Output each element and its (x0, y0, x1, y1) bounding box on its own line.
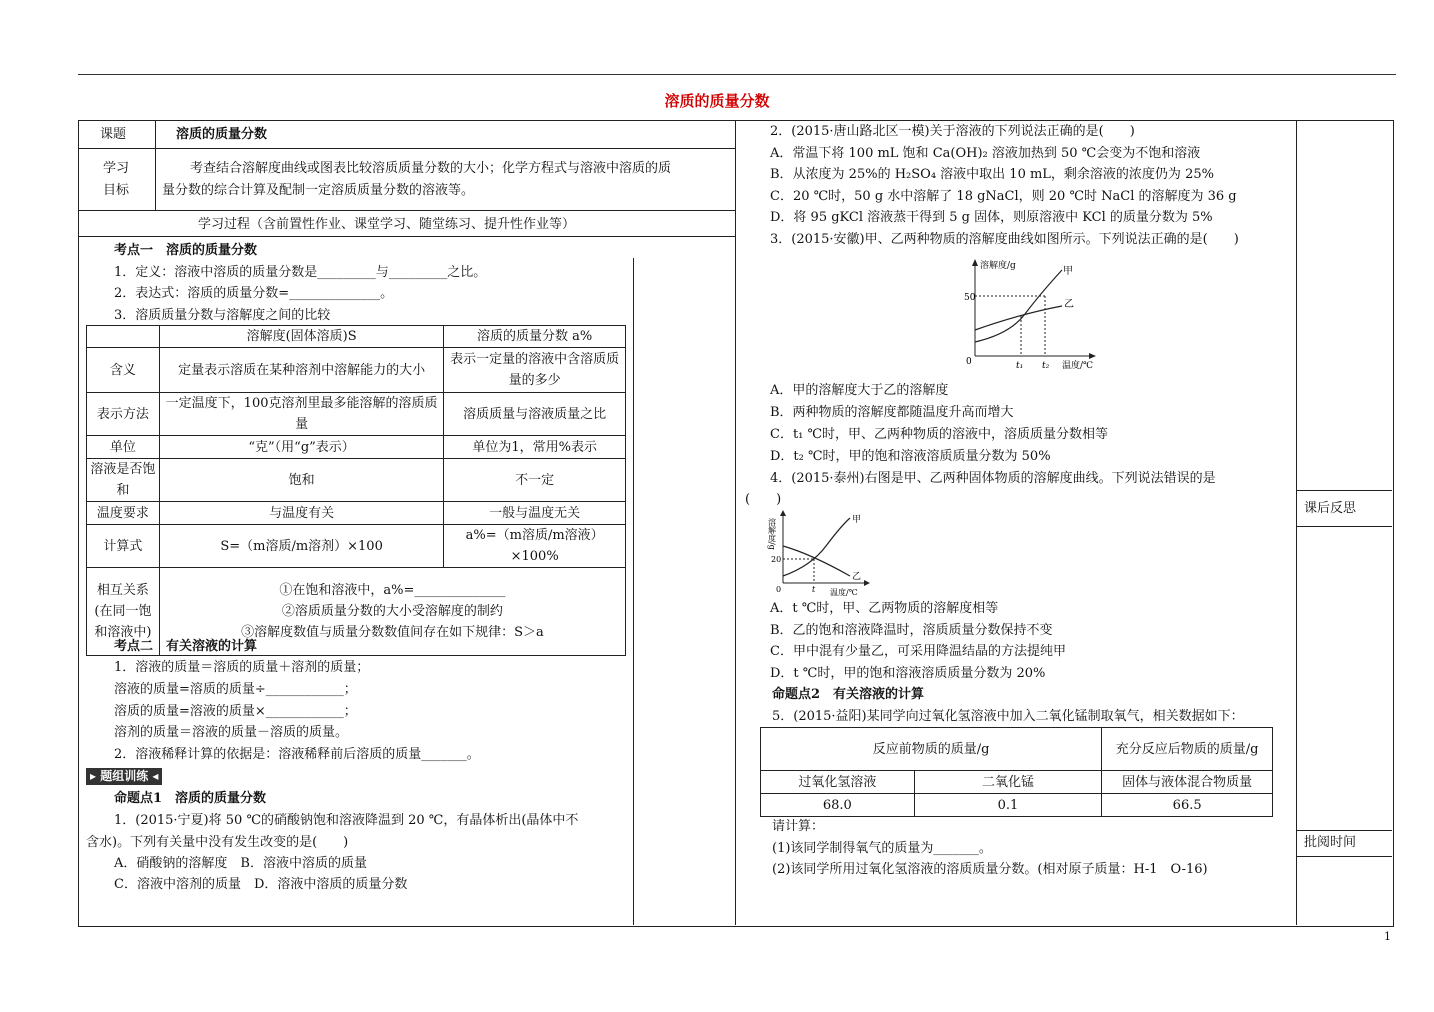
q3-option: D．t₂ ℃时，甲的饱和溶液溶质质量分数为 50% (770, 449, 1051, 464)
topic-value: 溶质的质量分数 (176, 127, 268, 142)
x-tick-label: t₂ (1042, 361, 1050, 371)
q2-option: A．常温下将 100 mL 饱和 Ca(OH)₂ 溶液加热到 50 ℃会变为不饱和溶液 (770, 146, 1201, 161)
series-yi-curve (975, 306, 1062, 330)
row-label: 单位 (87, 436, 160, 459)
header-row-line (78, 210, 735, 211)
table-header-cell: 反应前物质的质量/g (761, 728, 1102, 771)
kp1-item: 2．表达式：溶质的质量分数=______________。 (114, 286, 394, 301)
header-row-line (78, 236, 735, 237)
series-jia-curve (975, 270, 1062, 342)
page-number: 1 (1384, 930, 1391, 943)
x-axis-arrow (1089, 353, 1096, 359)
q4-solubility-chart (766, 508, 876, 598)
table-cell: 定量表示溶质在某种溶剂中溶解能力的大小 (159, 348, 443, 393)
process-heading: 学习过程（含前置性作业、课堂学习、随堂练习、提升性作业等） (198, 217, 576, 232)
mt2-title: 命题点2 有关溶液的计算 (772, 687, 925, 702)
table-header-cell: 过氧化氢溶液 (761, 771, 915, 794)
q4-title: 4．(2015·泰州)右图是甲、乙两种固体物质的溶解度曲线。下列说法错误的是 (770, 471, 1216, 486)
q5-title: 5．(2015·益阳)某同学向过氧化氢溶液中加入二氧化锰制取氧气，相关数据如下： (772, 709, 1244, 724)
x-axis-label: 温度/℃ (1062, 361, 1094, 371)
table-cell: “克”（用“g”表示） (159, 436, 443, 459)
table-cell: 一般与温度无关 (444, 502, 626, 525)
series-label: 乙 (852, 572, 862, 582)
kp1-item: 1．定义：溶液中溶质的质量分数是_________与_________之比。 (114, 265, 487, 280)
exercise-badge-label: 题组训练 (100, 769, 149, 783)
q5-ask: 请计算： (772, 819, 825, 834)
q5-part: (1)该同学制得氧气的质量为_______。 (772, 841, 992, 856)
q4-option: D．t ℃时，甲的饱和溶液溶质质量分数为 20% (770, 666, 1046, 681)
q2-option: B．从浓度为 25%的 H₂SO₄ 溶液中取出 10 mL，剩余溶液的浓度仍为 25% (770, 167, 1214, 182)
q1-line: 含水)。下列有关量中没有发生改变的是( ) (86, 835, 349, 850)
q1-line: 1．(2015·宁夏)将 50 ℃的硝酸钠饱和溶液降温到 20 ℃，有晶体析出(晶体中不 (114, 813, 579, 828)
table-cell: 68.0 (761, 794, 915, 817)
exercise-badge: ▸ 题组训练 ◂ (86, 768, 162, 785)
kp2-item: 溶剂的质量＝溶液的质量－溶质的质量。 (114, 725, 349, 740)
relation-line: ②溶质质量分数的大小受溶解度的制约 (281, 604, 503, 619)
q3-option: A．甲的溶解度大于乙的溶解度 (770, 383, 949, 398)
y-axis-label: 溶解度/g (767, 518, 777, 550)
q5-part: (2)该同学所用过氧化氢溶液的溶质质量分数。(相对原子质量：H-1 O-16) (772, 862, 1208, 877)
q5-data-table (760, 727, 1273, 817)
table-cell: 一定温度下，100克溶剂里最多能溶解的溶质质量 (159, 393, 443, 436)
table-cell: 溶质质量与溶液质量之比 (444, 393, 626, 436)
side-row-line (1296, 856, 1392, 857)
q3-title: 3．(2015·安徽)甲、乙两种物质的溶解度曲线如图所示。下列说法正确的是( ) (770, 232, 1239, 247)
table-cell: 单位为1，常用%表示 (444, 436, 626, 459)
header-row-line (78, 148, 735, 149)
side-row-line (1296, 490, 1392, 491)
row-label: 相互关系(在同一饱和溶液中) (87, 568, 160, 656)
goal-text: 考查结合溶解度曲线或图表比较溶质质量分数的大小；化学方程式与溶液中溶质的质 (190, 161, 672, 176)
table-cell: 表示一定量的溶液中含溶质质量的多少 (444, 348, 626, 393)
q4-option: A．t ℃时，甲、乙两物质的溶解度相等 (770, 601, 999, 616)
table-header-cell: 溶解度(固体溶质)S (159, 326, 443, 348)
x-axis-label: 温度/℃ (830, 588, 858, 597)
review-time-label: 批阅时间 (1304, 835, 1357, 850)
q2-option: C．20 ℃时，50 g 水中溶解了 18 gNaCl，则 20 ℃时 NaCl 的溶解度为 36 g (770, 189, 1237, 204)
y-axis-arrow (780, 510, 786, 516)
y-tick-label: 50 (964, 293, 976, 303)
q3-solubility-chart (950, 252, 1100, 374)
table-cell: 饱和 (159, 459, 443, 502)
q2-option: D．将 95 gKCl 溶液蒸干得到 5 g 固体，则原溶液中 KCl 的质量分数为 5% (770, 210, 1213, 225)
table-header-cell: 充分反应后物质的质量/g (1102, 728, 1273, 771)
row-label: 温度要求 (87, 502, 160, 525)
page-title: 溶质的质量分数 (664, 92, 770, 110)
q4-title: ( ) (745, 492, 782, 507)
comparison-table (86, 325, 626, 656)
x-tick-label: t (812, 585, 816, 594)
q1-option: A．硝酸钠的溶解度 B．溶液中溶质的质量 (114, 856, 367, 871)
table-cell: 与温度有关 (159, 502, 443, 525)
row-label: 含义 (87, 348, 160, 393)
side-row-line (1296, 526, 1392, 527)
kp2-item: 溶质的质量=溶液的质量×____________； (114, 704, 357, 719)
table-cell: 0.1 (914, 794, 1102, 817)
q4-option: B．乙的饱和溶液降温时，溶质质量分数保持不变 (770, 623, 1053, 638)
side-column-divider (1296, 120, 1297, 925)
origin-label: 0 (776, 585, 782, 594)
kp2-item: 2．溶液稀释计算的依据是：溶液稀释前后溶质的质量_______。 (114, 747, 480, 762)
kp2-title: 考点二 有关溶液的计算 (114, 639, 258, 654)
header-rule (78, 74, 1396, 75)
series-label: 乙 (1064, 299, 1074, 310)
kp1-item: 3．溶质质量分数与溶解度之间的比较 (114, 308, 331, 323)
relation-line: ③溶解度数值与质量分数数值间存在如下规律：S＞a (241, 625, 544, 640)
q1-option: C．溶液中溶剂的质量 D．溶液中溶质的质量分数 (114, 877, 408, 892)
x-tick-label: t₁ (1016, 361, 1024, 371)
series-jia-curve (783, 518, 850, 576)
kp2-item: 溶液的质量=溶质的质量÷____________； (114, 682, 357, 697)
table-cell: S=（m溶质/m溶剂）×100 (159, 525, 443, 568)
kp2-item: 1．溶液的质量＝溶质的质量＋溶剂的质量； (114, 660, 370, 675)
table-header-cell: 溶质的质量分数 a% (444, 326, 626, 348)
goal-label: 学习 (103, 161, 130, 176)
relation-line: ①在饱和溶液中，a%=______________ (279, 583, 506, 598)
table-header-cell: 二氧化锰 (914, 771, 1102, 794)
table-cell: 66.5 (1102, 794, 1273, 817)
reflection-label: 课后反思 (1304, 501, 1357, 516)
y-tick-label: 20 (771, 555, 782, 564)
origin-label: 0 (966, 357, 972, 367)
goal-label: 目标 (103, 183, 130, 198)
goal-text: 量分数的综合计算及配制一定溶质质量分数的溶液等。 (162, 183, 475, 198)
mt1-title: 命题点1 溶质的质量分数 (114, 791, 267, 806)
table-header-cell (87, 326, 160, 348)
row-label: 计算式 (87, 525, 160, 568)
x-axis-arrow (864, 580, 870, 586)
table-cell: a%=（m溶质/m溶液）×100% (444, 525, 626, 568)
series-label: 甲 (852, 515, 862, 525)
row-label: 溶液是否饱和 (87, 459, 160, 502)
q2-line: 2．(2015·唐山路北区一模)关于溶液的下列说法正确的是( ) (770, 124, 1135, 139)
y-axis-label: 溶解度/g (980, 261, 1016, 271)
y-axis-arrow (972, 259, 978, 266)
q4-option: C．甲中混有少量乙，可采用降温结晶的方法提纯甲 (770, 644, 1066, 659)
row-label: 表示方法 (87, 393, 160, 436)
center-divider (735, 120, 736, 925)
kp1-title: 考点一 溶质的质量分数 (114, 243, 258, 258)
series-label: 甲 (1063, 266, 1073, 277)
q3-option: B．两种物质的溶解度都随温度升高而增大 (770, 405, 1014, 420)
header-label-divider (155, 120, 156, 211)
side-row-line (1296, 830, 1392, 831)
table-header-cell: 固体与液体混合物质量 (1102, 771, 1273, 794)
table-cell: 不一定 (444, 459, 626, 502)
q3-option: C．t₁ ℃时，甲、乙两种物质的溶液中，溶质质量分数相等 (770, 427, 1109, 442)
topic-label: 课题 (100, 127, 127, 142)
left-margin-divider (633, 258, 634, 925)
